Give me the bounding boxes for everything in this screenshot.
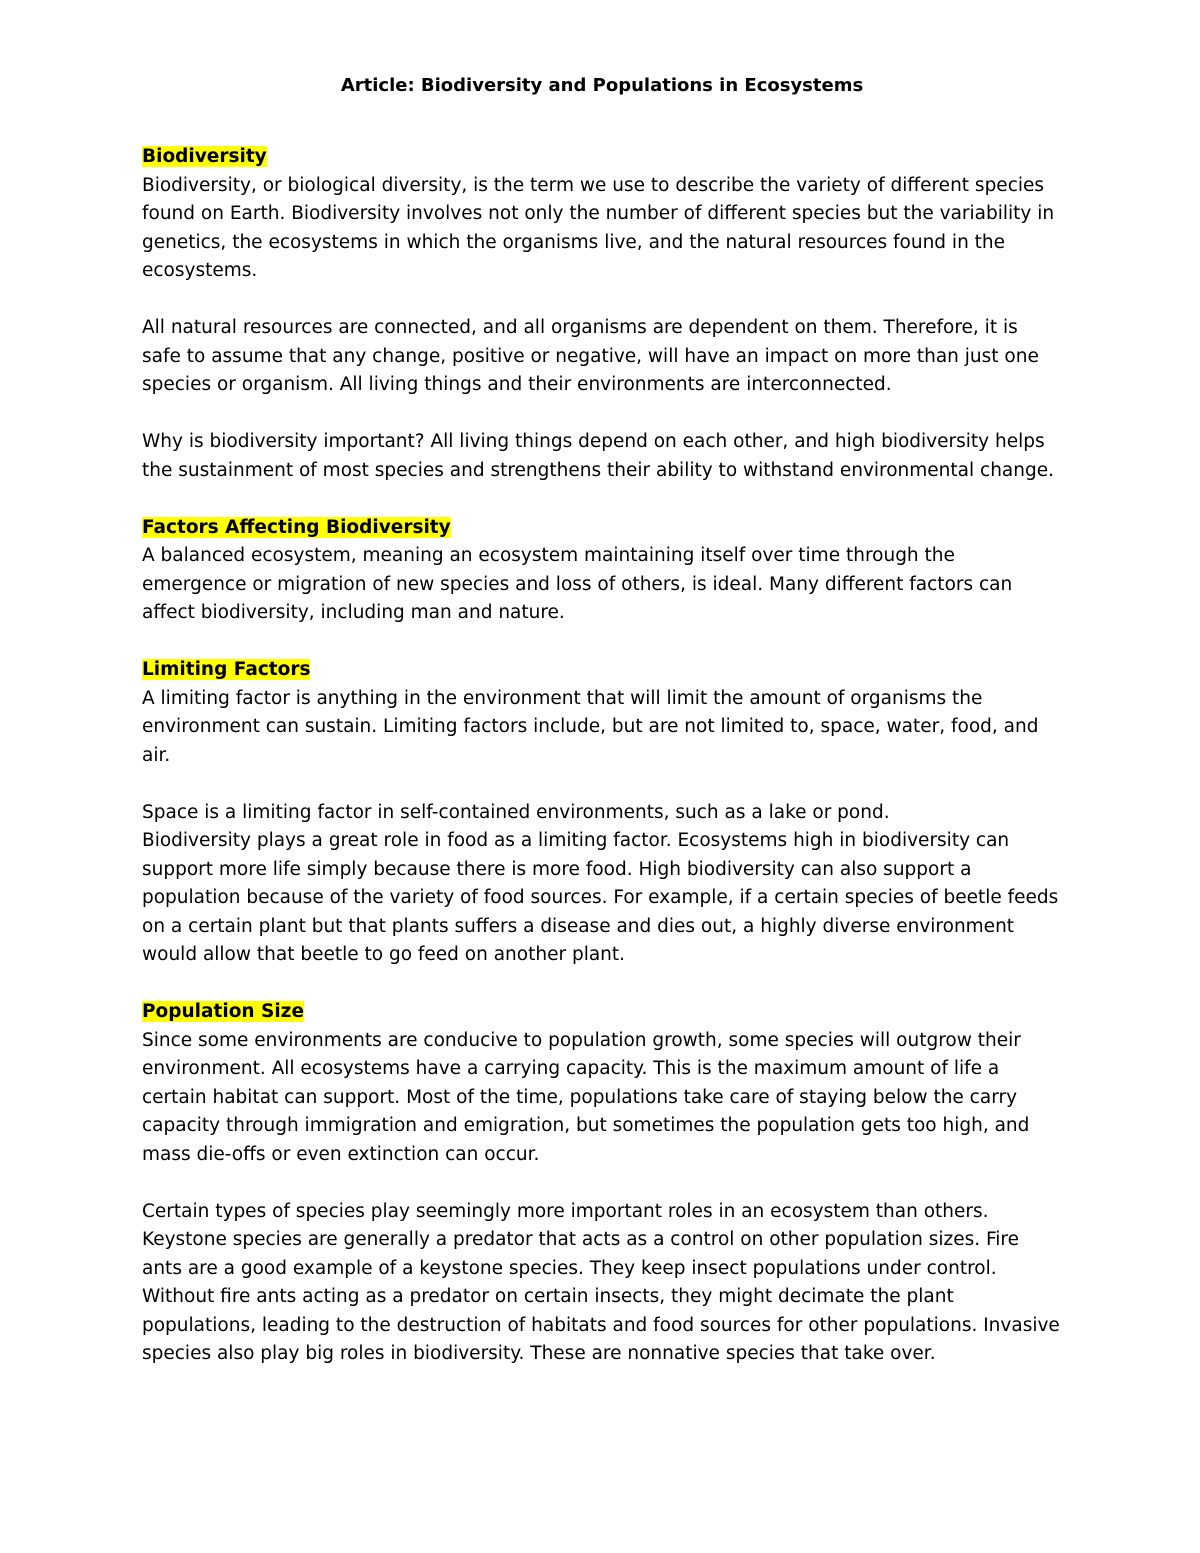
highlighted-heading-text: Population Size xyxy=(142,1001,304,1022)
section-limiting-factors xyxy=(142,656,1062,970)
section-heading xyxy=(142,656,1062,685)
section-biodiversity xyxy=(142,143,1062,485)
highlighted-heading-text: Biodiversity xyxy=(142,146,267,167)
section-heading xyxy=(142,514,1062,543)
paragraph: A balanced ecosystem, meaning an ecosystem maintaining itself over time through the emergence or migration of new species and loss of others, is ideal. Many different factors can affect biodiversity, including man and nature. xyxy=(142,545,1013,623)
highlighted-heading-text: Factors Affecting Biodiversity xyxy=(142,516,451,538)
paragraph: Keystone species are generally a predator that acts as a control on other population sizes. Fire ants are a good example of a keystone species. They keep insect populations under control. Without fire ants acting as a predator on certain insects, they might decimate the plant populations, leading to the destruction of habitats and food sources for other populations. Invasive species also play big roles in biodiversity. These are nonnative species that take over. xyxy=(142,1229,1060,1364)
section-population-size xyxy=(142,998,1062,1369)
paragraph: Biodiversity, or biological diversity, is the term we use to describe the variety of different species found on Earth. Biodiversity involves not only the number of different species but the variability in genetics, the ecosystems in which the organisms live, and the natural resources found in the ecosystems. xyxy=(142,174,1055,281)
paragraph: Certain types of species play seemingly more important roles in an ecosystem than others. xyxy=(142,1200,989,1222)
document-page xyxy=(142,72,1062,1369)
paragraph: Since some environments are conducive to population growth, some species will outgrow their environment. All ecosystems have a carrying capacity. This is the maximum amount of life a certain habitat can support. Most of the time, populations take care of staying below the carry capacity through immigration and emigration, but sometimes the population gets too high, and mass die-offs or even extinction can occur. xyxy=(142,1029,1030,1165)
paragraph: Why is biodiversity important? All living things depend on each other, and high biodiversity helps the sustainment of most species and strengthens their ability to withstand environmental change. xyxy=(142,431,1054,481)
section-heading xyxy=(142,998,1062,1027)
paragraph: A limiting factor is anything in the environment that will limit the amount of organisms the environment can sustain. Limiting factors include, but are not limited to, space, water, food, and air. xyxy=(142,687,1039,766)
highlighted-heading-text: Limiting Factors xyxy=(142,659,311,680)
section-factors-affecting-biodiversity xyxy=(142,514,1062,628)
section-heading xyxy=(142,143,1062,172)
paragraph: Space is a limiting factor in self-contained environments, such as a lake or pond. xyxy=(142,801,890,823)
document-title: Article: Biodiversity and Populations in Ecosystems xyxy=(340,75,864,96)
paragraph: All natural resources are connected, and all organisms are dependent on them. Therefore, it is safe to assume that any change, positive or negative, will have an impact on more than just one species or organism. All living things and their environments are interconnected. xyxy=(142,317,1039,395)
paragraph: Biodiversity plays a great role in food as a limiting factor. Ecosystems high in biodiversity can support more life simply because there is more food. High biodiversity can also support a population because of the variety of food sources. For example, if a certain species of beetle feeds on a certain plant but that plants suffers a disease and dies out, a highly diverse environment would allow that beetle to go feed on another plant. xyxy=(142,830,1059,965)
